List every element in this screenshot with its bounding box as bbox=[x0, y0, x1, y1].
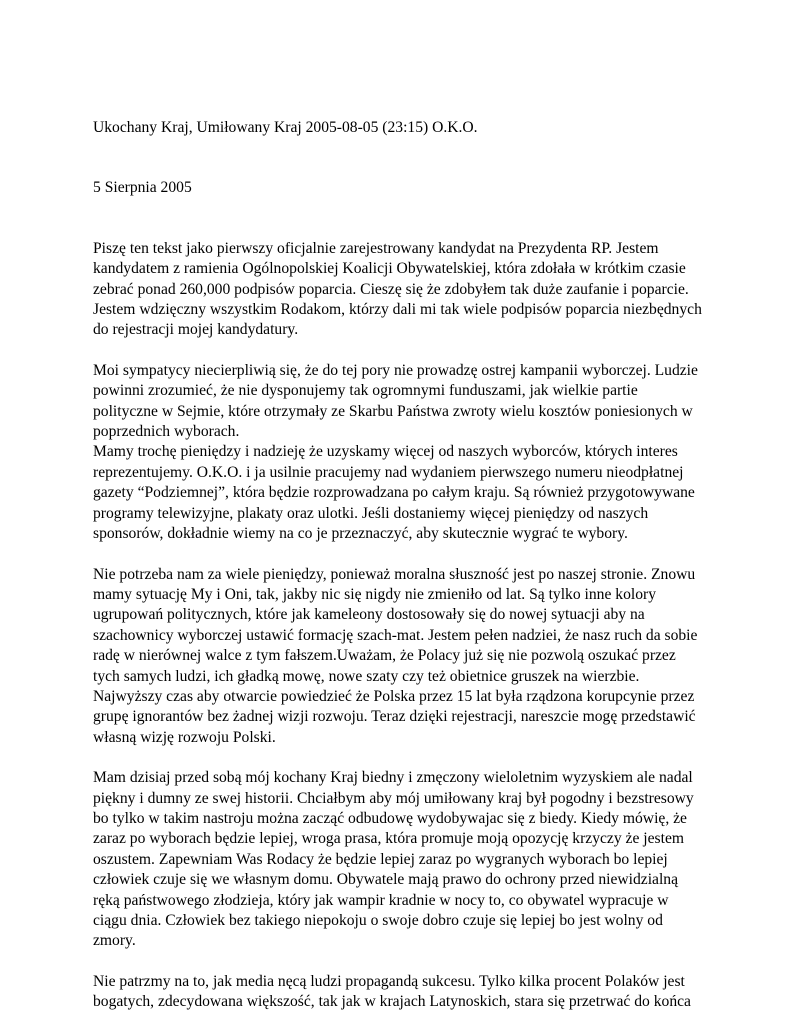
paragraph-4: Mam dzisiaj przed sobą mój kochany Kraj biedny i zmęczony wieloletnim wyzyskiem ale nadal piękny i dumny ze swej historii. Chciałbym aby mój umiłowany kraj był pogodny i bezstresowy bo tylko w takim nastroju można zacząć odbudowę wydobywajac się z biedy. Kiedy mówię, że zaraz po wyborach będzie lepiej, wroga prasa, która promuje moją opozycję krzyczy że jestem oszustem. Zapewniam Was Rodacy że będzie lepiej zaraz po wygranych wyborach bo lepiej człowiek czuje się we własnym domu. Obywatele mają prawo do ochrony przed niewidzialną ręką państwowego złodzieja, który jak wampir kradnie w nocy to, co obywatel wypracuje w ciągu dnia. Człowiek bez takiego niepokoju o swoje dobro czuje się lepiej bo jest wolny od zmory. bbox=[93, 769, 694, 950]
paragraph-2: Moi sympatycy niecierpliwią się, że do tej pory nie prowadzę ostrej kampanii wyborczej. Ludzie powinni zrozumieć, że nie dysponujemy tak ogromnymi funduszami, jak wielkie partie polityczne w Sejmie, które otrzymały ze Skarbu Państwa zwroty wielu kosztów poniesionych w poprzednich wyborach. Mamy trochę pieniędzy i nadzieję że uzyskamy więcej od naszych wyborców, których interes reprezentujemy. O.K.O. i ja usilnie pracujemy nad wydaniem pierwszego numeru nieodpłatnej gazety “Podziemnej”, która będzie rozprowadzana po całym kraju. Są również przygotowywane programy telewizyjne, plakaty oraz ulotki. Jeśli dostaniemy więcej pieniędzy od naszych sponsorów, dokładnie wiemy na co je przeznaczyć, aby skutecznie wygrać te wybory. bbox=[93, 361, 698, 543]
paragraph-3: Nie potrzeba nam za wiele pieniędzy, ponieważ moralna słuszność jest po naszej stronie. Znowu mamy sytuację My i Oni, tak, jakby nic się nigdy nie zmieniło od lat. Są tylko inne kolory ugrupowań politycznych, które jak kameleony dostosowały się do nowej sytuacji aby na szachownicy wyborczej ustawić formację szach-mat. Jestem pełen nadziei, że nasz ruch da sobie radę w nierównej walce z tym fałszem.Uważam, że Polacy już się nie pozwolą oszukać przez tych samych ludzi, ich gładką mowę, nowe szaty czy też obietnice gruszek na wierzbie. Najwyższy czas aby otwarcie powiedzieć że Polska przez 15 lat była rządzona korupcynie przez grupę ignorantów bez żadnej wizji rozwoju. Teraz dzięki rejestracji, nareszcie mogę przedstawić własną wizję rozwoju Polski. bbox=[93, 565, 698, 746]
document-body bbox=[93, 108, 713, 1013]
paragraph-5: Nie patrzmy na to, jak media nęcą ludzi propagandą sukcesu. Tylko kilka procent Polaków jest bogatych, zdecydowana większość, tak jak w krajach Latynoskich, stara się przetrwać do końca bbox=[93, 972, 691, 1011]
paragraph-1: Piszę ten tekst jako pierwszy oficjalnie zarejestrowany kandydat na Prezydenta RP. Jestem kandydatem z ramienia Ogólnopolskiej Koalicji Obywatelskiej, która zdołała w krótkim czasie zebrać ponad 260,000 podpisów poparcia. Cieszę się że zdobyłem tak duże zaufanie i poparcie. Jestem wdzięczny wszystkim Rodakom, którzy dali mi tak wiele podpisów poparcia niezbędnych do rejestracji mojej kandydatury. bbox=[93, 239, 702, 339]
document-date: 5 Sierpnia 2005 bbox=[93, 179, 192, 197]
document-title: Ukochany Kraj, Umiłowany Kraj 2005-08-05 (23:15) O.K.O. bbox=[93, 119, 478, 136]
